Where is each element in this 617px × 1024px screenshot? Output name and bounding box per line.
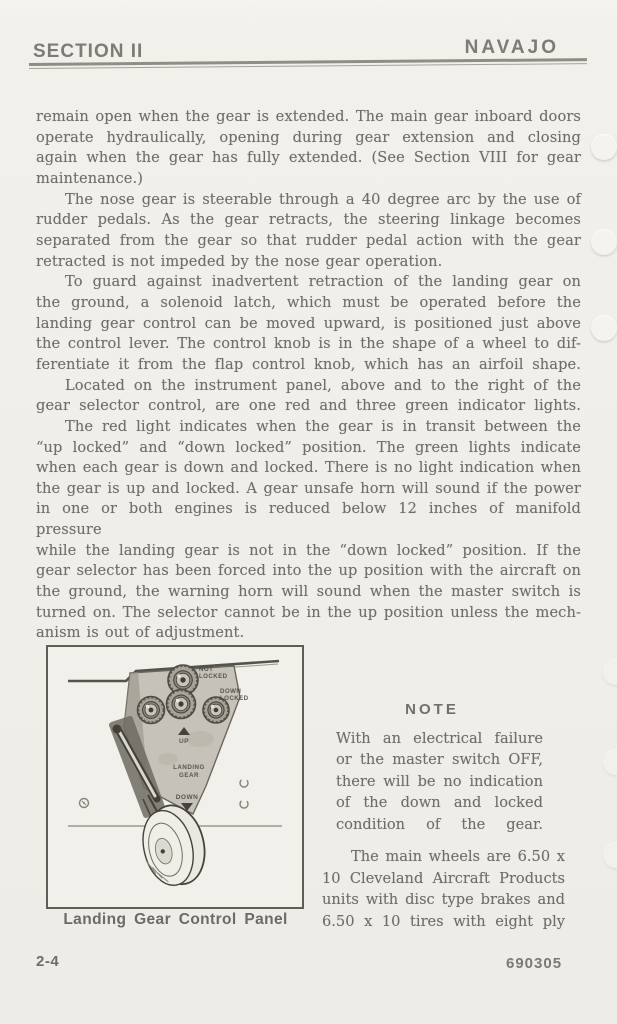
text-line: the gear is up and locked. A gear unsafe horn will sound if the power	[36, 479, 581, 497]
note-heading: NOTE	[405, 701, 459, 718]
text-line: The red light indicates when the gear is in transit between the	[65, 417, 581, 435]
text-line: With an electrical failure	[336, 730, 543, 747]
paragraph	[36, 417, 581, 644]
figure-caption: Landing Gear Control Panel	[63, 911, 288, 928]
text-line: of the down and locked	[336, 794, 543, 812]
text-line: 10 Cleveland Aircraft Products	[322, 869, 565, 887]
text-line: ferentiate it from the flap control knob, which has an airfoil shape.	[36, 355, 581, 373]
model-header: NAVAJO	[464, 37, 559, 58]
body-text	[36, 107, 581, 644]
text-line: operate hydraulically, opening during gear extension and closing	[36, 128, 581, 146]
plate-mottle	[186, 731, 214, 747]
paragraph	[36, 272, 581, 375]
text-line: retracted is not impeded by the nose gear operation.	[36, 252, 443, 270]
page-number: 2-4	[36, 953, 60, 970]
text-line: maintenance.)	[36, 169, 144, 187]
text-line: or the master switch OFF,	[336, 751, 543, 769]
text-line: The nose gear is steerable through a 40 degree arc by the use of	[65, 190, 581, 208]
text-line: The main wheels are 6.50 x	[351, 848, 565, 865]
text-line: gear selector has been forced into the up position with the aircraft on	[36, 562, 581, 580]
punch-hole	[603, 842, 617, 868]
section-header: SECTION II	[33, 41, 144, 62]
note-body	[336, 728, 543, 835]
label-gear: GEAR	[179, 772, 199, 779]
screw-left	[80, 799, 89, 808]
label-not-locked: LOCKED	[199, 673, 228, 680]
screw-right-upper	[240, 779, 248, 787]
punch-hole	[603, 749, 617, 775]
screw-right-lower	[240, 800, 248, 808]
label-down: DOWN	[220, 688, 242, 695]
text-line: when each gear is down and locked. There is no light indication when	[36, 459, 581, 477]
label-down-locked: LOCKED	[220, 695, 249, 702]
doc-number: 690305	[506, 955, 563, 972]
text-line: anism is out of adjustment.	[36, 624, 245, 642]
text-line: landing gear control can be moved upward, is positioned just above	[36, 314, 581, 332]
text-line: gear selector control, are one red and three green indicator lights.	[36, 397, 581, 415]
text-line: again when the gear has fully extended. (See Section VIII for gear	[36, 149, 581, 167]
main-wheels-paragraph	[322, 846, 565, 932]
label-not: NOT	[199, 666, 214, 673]
text-line: condition of the gear.	[336, 815, 543, 833]
text-line: the ground, the warning horn will sound when the master switch is	[36, 583, 581, 601]
text-line: the ground, a solenoid latch, which must be operated before the	[36, 293, 581, 311]
figure-landing-gear-panel	[46, 645, 304, 909]
punch-hole	[591, 315, 617, 341]
text-line: remain open when the gear is extended. The main gear inboard doors	[36, 108, 581, 125]
text-line: rudder pedals. As the gear retracts, the steering linkage becomes	[36, 211, 581, 229]
text-line: turned on. The selector cannot be in the up position unless the mech-	[36, 603, 581, 621]
paragraph	[36, 190, 581, 273]
indicator-light-left	[138, 697, 165, 724]
paragraph	[36, 107, 581, 190]
punch-hole	[591, 134, 617, 160]
text-line: To guard against inadvertent retraction of the landing gear on	[65, 273, 581, 291]
punch-hole	[591, 229, 617, 255]
text-line: there will be no indication	[336, 772, 543, 790]
indicator-light-center	[167, 690, 196, 719]
text-line: 6.50 x 10 tires with eight ply	[322, 912, 565, 930]
label-down-pos: DOWN	[175, 794, 199, 801]
text-line: the control lever. The control knob is in the shape of a wheel to dif-	[36, 335, 581, 353]
punch-hole	[603, 659, 617, 685]
label-up: UP	[178, 738, 190, 745]
text-line: units with disc type brakes and	[322, 891, 565, 908]
text-line: in one or both engines is reduced below 12 inches of manifold pressure	[36, 500, 581, 539]
paragraph	[36, 376, 581, 417]
label-landing: LANDING	[173, 764, 205, 771]
text-line: while the landing gear is not in the “down locked” position. If the	[36, 541, 581, 559]
landing-gear-panel-illustration	[48, 647, 302, 907]
text-line: separated from the gear so that rudder pedal action with the gear	[36, 231, 581, 249]
text-line: “up locked” and “down locked” position. The green lights indicate	[36, 438, 581, 456]
text-line: Located on the instrument panel, above and to the right of the	[65, 376, 581, 394]
